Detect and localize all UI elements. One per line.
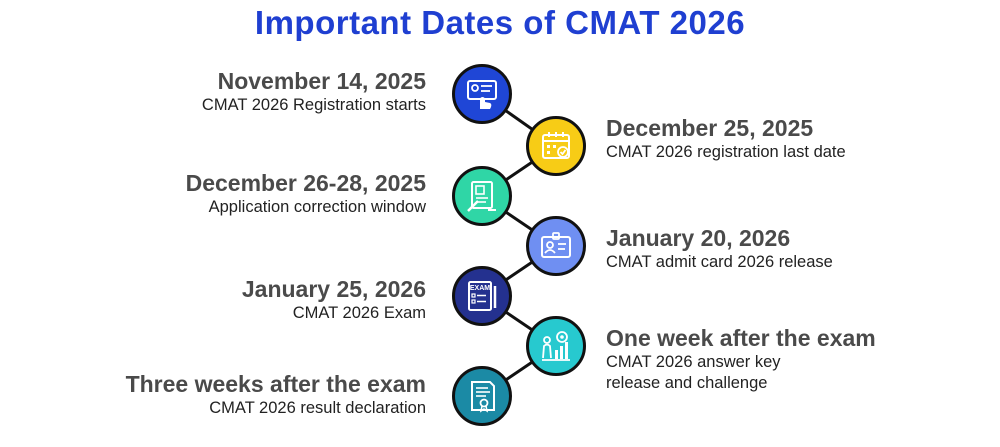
analytics-people-icon (538, 328, 574, 364)
event-date: January 25, 2026 (241, 276, 426, 302)
event-description: CMAT 2026 result declaration (209, 399, 426, 417)
event-description: CMAT 2026 answer key (606, 353, 781, 371)
event-registration-last-date (606, 115, 846, 163)
event-description: CMAT admit card 2026 release (606, 253, 833, 271)
event-date: December 26-28, 2025 (185, 170, 426, 196)
page-title: Important Dates of CMAT 2026 (254, 4, 746, 41)
id-card-icon (538, 228, 574, 264)
registration-form-icon (464, 76, 500, 112)
event-date: November 14, 2025 (217, 68, 426, 94)
event-result (126, 371, 426, 419)
event-correction-window (186, 170, 426, 218)
event-description: CMAT 2026 Exam (292, 304, 426, 322)
event-date: One week after the exam (606, 325, 876, 351)
node-registration-last-date (526, 116, 586, 176)
event-description: CMAT 2026 Registration starts (201, 96, 426, 114)
event-description: CMAT 2026 registration last date (606, 143, 846, 161)
event-answer-key (606, 325, 876, 394)
exam-sheet-icon (464, 278, 500, 314)
event-date: January 20, 2026 (606, 225, 791, 251)
calendar-check-icon (538, 128, 574, 164)
event-admit-card (606, 225, 833, 273)
exam-icon-text: EXAM (469, 285, 491, 292)
event-description: release and challenge (606, 374, 768, 392)
node-answer-key (526, 316, 586, 376)
event-description: Application correction window (208, 198, 426, 216)
event-date: December 25, 2025 (606, 115, 814, 141)
node-registration (452, 64, 512, 124)
node-correction-window (452, 166, 512, 226)
event-registration-start (202, 68, 426, 116)
node-admit-card (526, 216, 586, 276)
node-result (452, 366, 512, 426)
certificate-icon (464, 378, 500, 414)
event-date: Three weeks after the exam (125, 371, 426, 397)
event-exam (242, 276, 426, 324)
node-exam (452, 266, 512, 326)
document-edit-icon (464, 178, 500, 214)
